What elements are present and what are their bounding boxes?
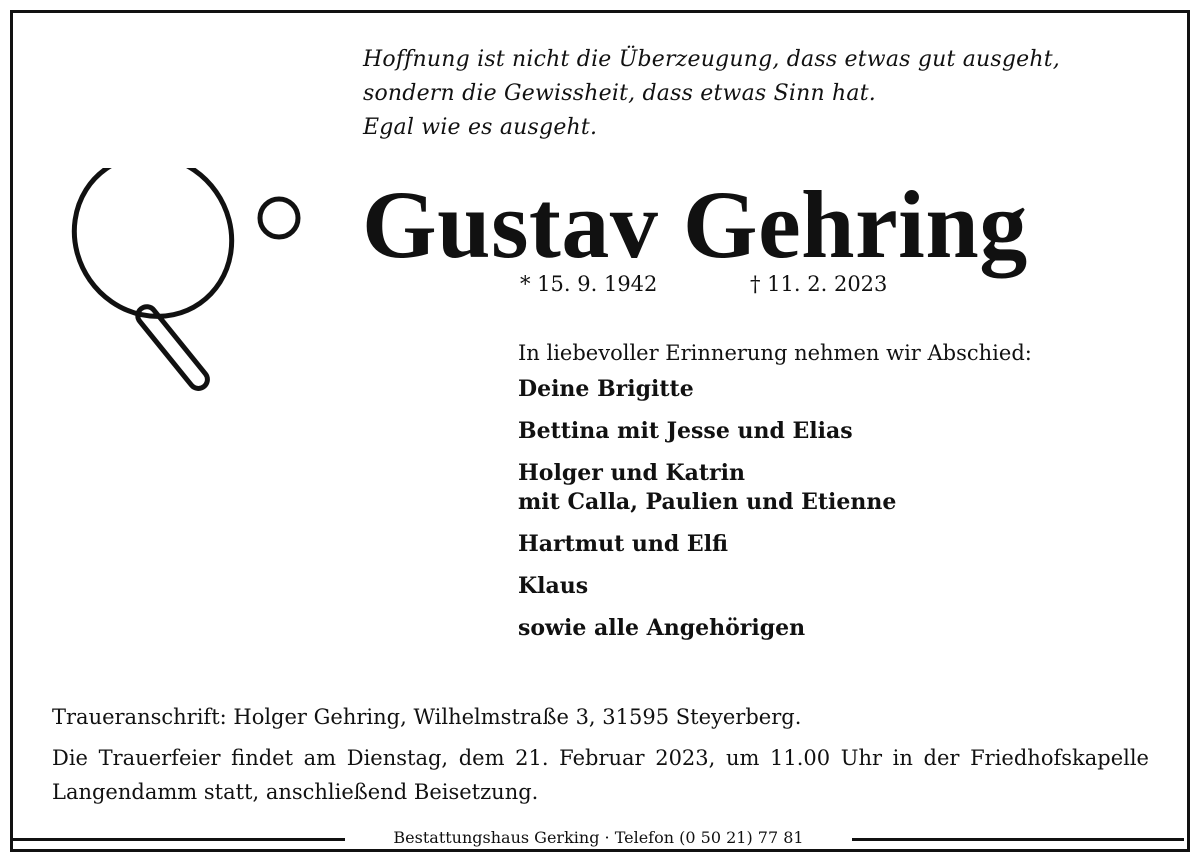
quote-line: sondern die Gewissheit, dass etwas Sinn hat. [363,81,876,106]
paddle-blade [68,168,263,347]
death-date: † 11. 2. 2023 [750,272,888,296]
mourner-name: Deine Brigitte [518,376,694,402]
list-item [518,614,1032,643]
quote-line: Egal wie es ausgeht. [363,115,598,140]
mourner-name: mit Calla, Paulien und Etienne [518,489,897,515]
list-item [518,530,1032,559]
mourner-name: Holger und Katrin [518,460,745,486]
birth-date: * 15. 9. 1942 [520,272,658,296]
mourners-list [518,339,1032,656]
list-item [518,572,1032,601]
list-item [518,459,1032,517]
memorial-quote [363,43,1060,145]
list-item [518,375,1032,404]
ping-pong-ball-icon [260,199,298,237]
footer-divider [852,838,1184,841]
mourner-name: Hartmut und Elfi [518,531,729,557]
funeral-home-credit: Bestattungshaus Gerking · Telefon (0 50 21) 77 81 [393,828,804,847]
deceased-name: Gustav Gehring [362,171,1028,278]
farewell-intro: In liebevoller Erinnerung nehmen wir Abschied: [518,341,1032,365]
footer-divider [13,838,345,841]
funeral-service-info: Die Trauerfeier findet am Dienstag, dem 21. Februar 2023, um 11.00 Uhr in der Friedhofskapelle Langendamm statt, anschließend Beisetzung. [52,746,1149,804]
mourner-name: Bettina mit Jesse und Elias [518,418,853,444]
table-tennis-paddle-icon [68,168,313,403]
mourner-name: sowie alle Angehörigen [518,615,806,641]
list-item [518,417,1032,446]
quote-line: Hoffnung ist nicht die Überzeugung, dass etwas gut ausgeht, [363,47,1060,72]
mourning-address: Traueranschrift: Holger Gehring, Wilhelmstraße 3, 31595 Steyerberg. [52,705,802,729]
mourner-name: Klaus [518,573,589,599]
